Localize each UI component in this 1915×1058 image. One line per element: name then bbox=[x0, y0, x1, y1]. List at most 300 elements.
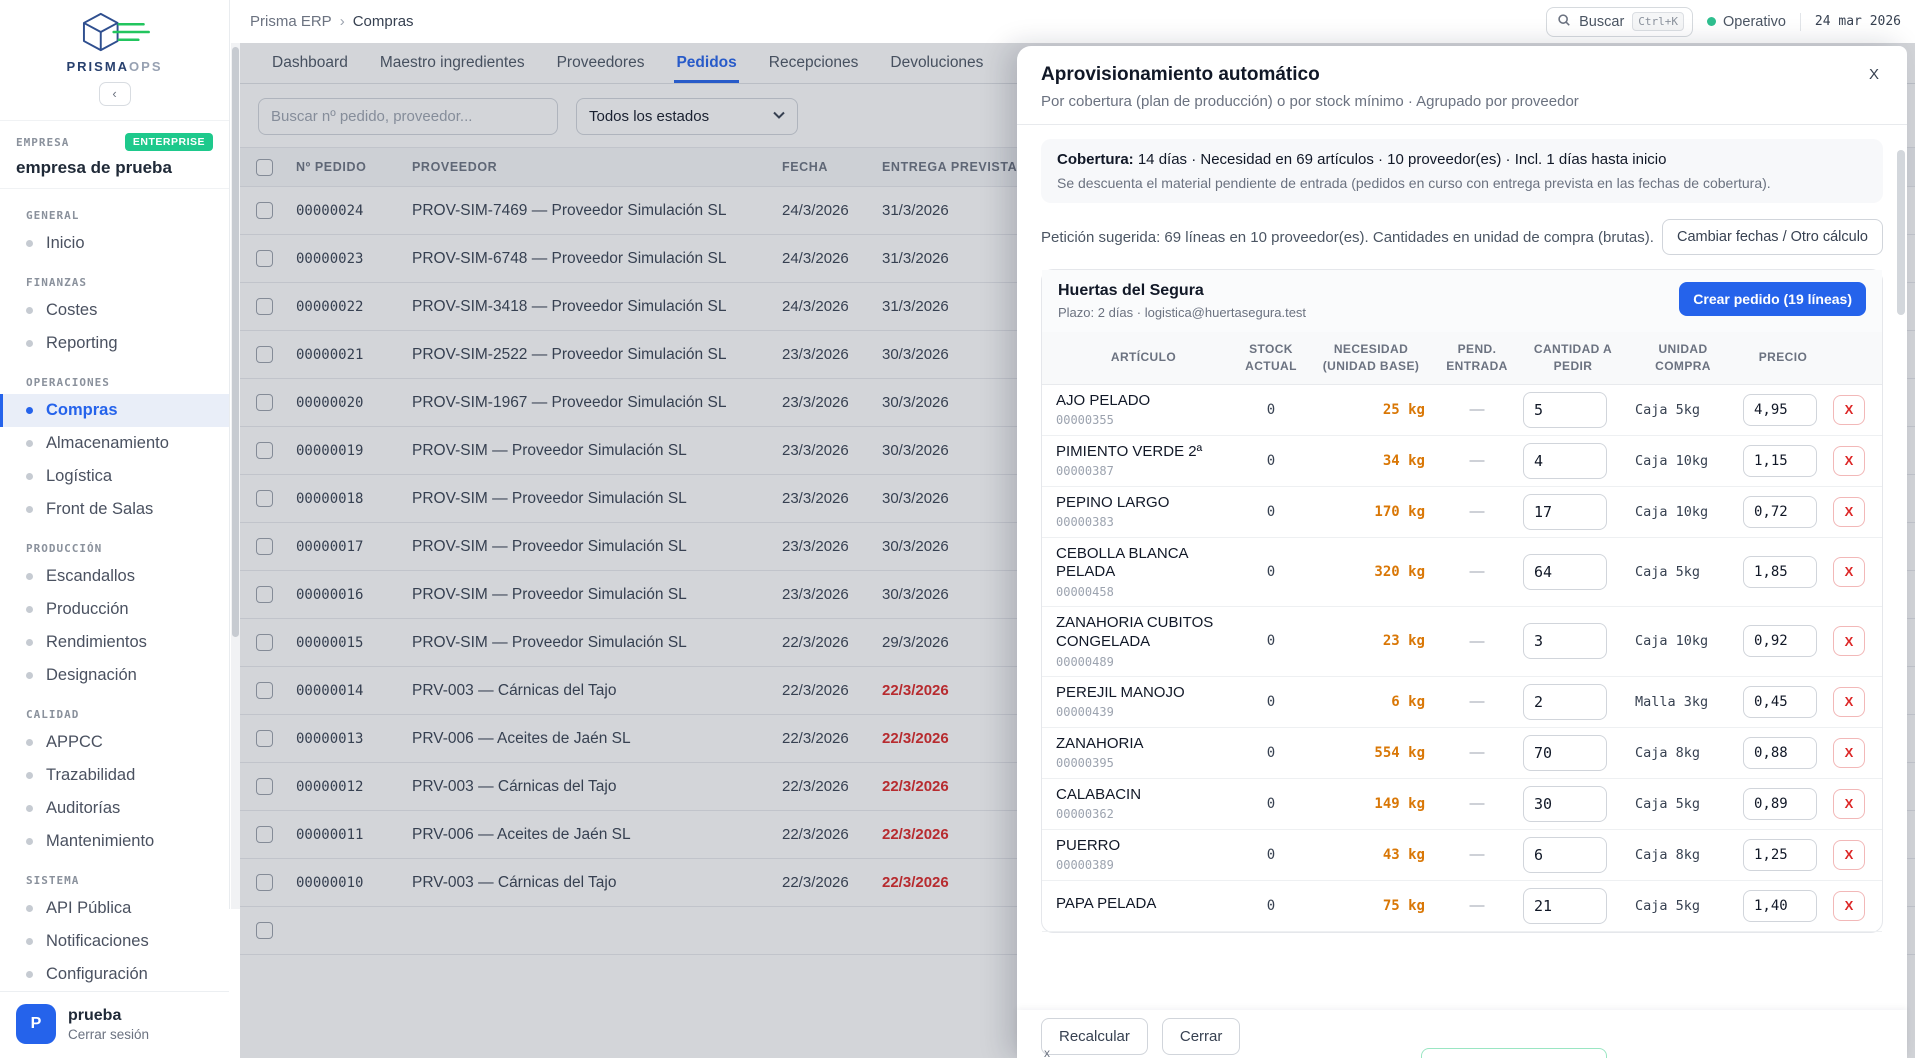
quantity-input[interactable] bbox=[1523, 554, 1607, 590]
order-number: 00000024 bbox=[296, 202, 364, 219]
need-value: 75 kg bbox=[1382, 897, 1425, 914]
sidebar-item-label: Auditorías bbox=[46, 799, 121, 817]
col-need: NECESIDAD (UNIDAD BASE) bbox=[1322, 342, 1420, 373]
order-provider: PROV-SIM-6748 — Proveedor Simulación SL bbox=[412, 249, 727, 267]
order-date: 24/3/2026 bbox=[782, 250, 849, 267]
create-order-button[interactable]: Crear pedido (19 líneas) bbox=[1679, 282, 1866, 316]
article-code: 00000383 bbox=[1056, 515, 1114, 530]
bullet-icon bbox=[26, 905, 33, 912]
sidebar-item[interactable] bbox=[0, 825, 229, 858]
order-number: 00000018 bbox=[296, 490, 364, 507]
search-icon bbox=[1557, 13, 1571, 31]
article-code: 00000458 bbox=[1056, 585, 1114, 600]
order-delivery-date: 29/3/2026 bbox=[882, 634, 949, 651]
sidebar-item[interactable] bbox=[0, 276, 229, 289]
purchase-unit: Caja 10kg bbox=[1635, 633, 1709, 650]
sidebar-item[interactable] bbox=[0, 626, 229, 659]
close-button[interactable] bbox=[1863, 62, 1885, 87]
quantity-input[interactable] bbox=[1523, 735, 1607, 771]
order-delivery-date: 22/3/2026 bbox=[882, 778, 949, 795]
purchase-unit: Caja 5kg bbox=[1635, 795, 1701, 812]
pending-value: — bbox=[1469, 563, 1485, 581]
sidebar-item[interactable] bbox=[0, 427, 229, 460]
line-row bbox=[1042, 881, 1882, 932]
order-date: 22/3/2026 bbox=[782, 634, 849, 651]
search-shortcut: Ctrl+K bbox=[1632, 12, 1684, 31]
line-row bbox=[1042, 538, 1882, 608]
remove-line-button[interactable] bbox=[1833, 557, 1865, 587]
need-value: 34 kg bbox=[1382, 452, 1425, 469]
suggestion-row bbox=[1041, 219, 1883, 255]
sidebar-item[interactable] bbox=[0, 593, 229, 626]
pending-value: — bbox=[1469, 795, 1485, 813]
sidebar-item-label: Reporting bbox=[46, 334, 118, 352]
order-number: 00000011 bbox=[296, 826, 364, 843]
stock-value: 0 bbox=[1266, 795, 1276, 812]
article-name: PAPA PELADA bbox=[1056, 894, 1157, 912]
pending-value: — bbox=[1469, 452, 1485, 470]
lines-table-body bbox=[1042, 385, 1882, 932]
enterprise-badge: ENTERPRISE bbox=[125, 133, 213, 151]
need-value: 6 kg bbox=[1391, 693, 1425, 710]
tab[interactable]: Devoluciones bbox=[890, 54, 984, 71]
line-row bbox=[1042, 677, 1882, 728]
user-name: prueba bbox=[68, 1006, 122, 1024]
stock-value: 0 bbox=[1266, 744, 1276, 761]
order-number: 00000012 bbox=[296, 778, 364, 795]
line-row bbox=[1042, 607, 1882, 677]
close-panel-button[interactable]: Cerrar bbox=[1162, 1018, 1241, 1055]
pending-value: — bbox=[1469, 401, 1485, 419]
order-delivery-date: 30/3/2026 bbox=[882, 394, 949, 411]
sidebar-item-label: Rendimientos bbox=[46, 633, 147, 651]
purchase-unit: Caja 5kg bbox=[1635, 897, 1701, 914]
article-code: 00000489 bbox=[1056, 654, 1114, 669]
purchase-unit: Caja 5kg bbox=[1635, 563, 1701, 580]
status-filter-value: Todos los estados bbox=[589, 108, 710, 125]
article-name: CALABACIN bbox=[1056, 785, 1142, 803]
remove-line-button[interactable] bbox=[1833, 840, 1865, 870]
quantity-input[interactable] bbox=[1523, 888, 1607, 924]
order-provider: PROV-SIM — Proveedor Simulación SL bbox=[412, 537, 687, 555]
order-provider: PRV-006 — Aceites de Jaén SL bbox=[412, 825, 631, 843]
sidebar-item[interactable] bbox=[0, 542, 229, 555]
sidebar-item-label: Compras bbox=[46, 401, 118, 419]
sidebar-item[interactable] bbox=[0, 394, 229, 427]
sidebar-item-label: APPCC bbox=[46, 733, 103, 751]
recalculate-button[interactable]: Recalcular bbox=[1041, 1018, 1148, 1055]
order-delivery-date: 31/3/2026 bbox=[882, 202, 949, 219]
order-delivery-date: 22/3/2026 bbox=[882, 826, 949, 843]
sidebar-item[interactable] bbox=[0, 560, 229, 593]
col-provider: PROVEEDOR bbox=[412, 160, 498, 174]
quantity-input[interactable] bbox=[1523, 684, 1607, 720]
stock-value: 0 bbox=[1266, 401, 1276, 418]
article-name: ZANAHORIA bbox=[1056, 734, 1144, 752]
pending-value: — bbox=[1469, 897, 1485, 915]
divider bbox=[1800, 13, 1801, 31]
price-input[interactable] bbox=[1743, 686, 1817, 718]
sidebar-item[interactable] bbox=[0, 726, 229, 759]
sidebar-scrollbar[interactable] bbox=[231, 43, 240, 909]
order-delivery-date: 30/3/2026 bbox=[882, 490, 949, 507]
logo-text bbox=[0, 59, 229, 74]
order-number: 00000016 bbox=[296, 586, 364, 603]
sidebar-item-label: Mantenimiento bbox=[46, 832, 155, 850]
order-delivery-date: 22/3/2026 bbox=[882, 730, 949, 747]
sidebar-item[interactable] bbox=[0, 659, 229, 692]
provider-meta: Plazo: 2 días · logistica@huertasegura.test bbox=[1058, 305, 1307, 320]
sidebar-item-label: Notificaciones bbox=[46, 932, 149, 950]
sidebar-nav bbox=[0, 189, 229, 991]
sidebar-item[interactable] bbox=[0, 958, 229, 991]
quantity-input[interactable] bbox=[1523, 837, 1607, 873]
sidebar-item-label: API Pública bbox=[46, 899, 132, 917]
order-provider: PROV-SIM-7469 — Proveedor Simulación SL bbox=[412, 201, 727, 219]
remove-line-button[interactable] bbox=[1833, 789, 1865, 819]
remove-icon: X bbox=[1844, 633, 1854, 649]
user-box bbox=[0, 991, 229, 1056]
sidebar-item[interactable] bbox=[0, 376, 229, 389]
order-number: 00000015 bbox=[296, 634, 364, 651]
toast-sliver bbox=[1421, 1048, 1607, 1058]
coverage-label: Cobertura: bbox=[1057, 151, 1134, 168]
bullet-icon bbox=[26, 639, 33, 646]
provider-name: Huertas del Segura bbox=[1058, 282, 1204, 299]
article-code: 00000387 bbox=[1056, 464, 1114, 479]
sidebar-item[interactable] bbox=[0, 209, 229, 222]
sidebar-item-label: Producción bbox=[46, 600, 129, 618]
sidebar-item-label: Designación bbox=[46, 666, 137, 684]
need-value: 320 kg bbox=[1374, 563, 1425, 580]
line-row bbox=[1042, 436, 1882, 487]
close-icon: X bbox=[1868, 66, 1879, 83]
bullet-icon bbox=[26, 573, 33, 580]
order-provider: PRV-003 — Cárnicas del Tajo bbox=[412, 777, 617, 795]
order-provider: PRV-003 — Cárnicas del Tajo bbox=[412, 681, 617, 699]
order-date: 23/3/2026 bbox=[782, 586, 849, 603]
remove-icon: X bbox=[1844, 898, 1854, 914]
sidebar-item-label: Front de Salas bbox=[46, 500, 154, 518]
article-name: PIMIENTO VERDE 2ª bbox=[1056, 442, 1203, 460]
sidebar-item-label: SISTEMA bbox=[26, 874, 80, 887]
sidebar-item-label: OPERACIONES bbox=[26, 376, 110, 389]
order-date: 22/3/2026 bbox=[782, 874, 849, 891]
order-number: 00000023 bbox=[296, 250, 364, 267]
col-unit: UNIDAD COMPRA bbox=[1655, 342, 1711, 373]
stock-value: 0 bbox=[1266, 897, 1276, 914]
remove-icon: X bbox=[1844, 796, 1854, 812]
sidebar-item[interactable] bbox=[0, 327, 229, 360]
bullet-icon bbox=[26, 606, 33, 613]
article-code: 00000439 bbox=[1056, 705, 1114, 720]
lines-table-header bbox=[1042, 332, 1882, 385]
col-price: PRECIO bbox=[1758, 350, 1808, 365]
pending-value: — bbox=[1469, 693, 1485, 711]
system-status bbox=[1707, 14, 1786, 30]
line-row bbox=[1042, 385, 1882, 436]
stock-value: 0 bbox=[1266, 452, 1276, 469]
price-input[interactable] bbox=[1743, 890, 1817, 922]
order-delivery-date: 22/3/2026 bbox=[882, 682, 949, 699]
order-number: 00000010 bbox=[296, 874, 364, 891]
logo-secondary: OPS bbox=[129, 59, 163, 74]
coverage-summary-box bbox=[1041, 139, 1883, 203]
breadcrumb-root[interactable]: Prisma ERP bbox=[250, 13, 332, 30]
panel-header bbox=[1017, 46, 1907, 125]
col-delivery: ENTREGA PREVISTA bbox=[882, 160, 1018, 174]
col-pending: PEND. ENTRADA bbox=[1446, 342, 1508, 373]
order-number: 00000014 bbox=[296, 682, 364, 699]
order-delivery-date: 30/3/2026 bbox=[882, 442, 949, 459]
bullet-icon bbox=[26, 739, 33, 746]
sidebar-item[interactable] bbox=[0, 874, 229, 887]
remove-icon: X bbox=[1844, 694, 1854, 710]
price-input[interactable] bbox=[1743, 625, 1817, 657]
stray-x-glyph: x bbox=[1044, 1046, 1050, 1058]
article-name: AJO PELADO bbox=[1056, 391, 1151, 409]
order-date: 23/3/2026 bbox=[782, 538, 849, 555]
need-value: 25 kg bbox=[1382, 401, 1425, 418]
sidebar-item[interactable] bbox=[0, 460, 229, 493]
bullet-icon bbox=[26, 440, 33, 447]
remove-icon: X bbox=[1844, 745, 1854, 761]
sidebar-item[interactable] bbox=[0, 925, 229, 958]
bullet-icon bbox=[26, 805, 33, 812]
panel-title: Aprovisionamiento automático bbox=[1041, 64, 1320, 85]
col-date: FECHA bbox=[782, 160, 829, 174]
bullet-icon bbox=[26, 938, 33, 945]
bullet-icon bbox=[26, 473, 33, 480]
article-name: PEREJIL MANOJO bbox=[1056, 683, 1185, 701]
order-date: 24/3/2026 bbox=[782, 298, 849, 315]
coverage-note: Se descuenta el material pendiente de entrada (pedidos en curso con entrega prevista en las fechas de cobertura). bbox=[1057, 175, 1771, 191]
order-number: 00000020 bbox=[296, 394, 364, 411]
topbar bbox=[240, 0, 1915, 43]
order-date: 23/3/2026 bbox=[782, 442, 849, 459]
remove-icon: X bbox=[1844, 564, 1854, 580]
bullet-icon bbox=[26, 971, 33, 978]
panel-subtitle: Por cobertura (plan de producción) o por stock mínimo · Agrupado por proveedor bbox=[1041, 93, 1579, 110]
quantity-input[interactable] bbox=[1523, 786, 1607, 822]
article-name: PUERRO bbox=[1056, 836, 1121, 854]
col-article: ARTÍCULO bbox=[1110, 350, 1177, 365]
remove-line-button[interactable] bbox=[1833, 626, 1865, 656]
bullet-icon bbox=[26, 506, 33, 513]
need-value: 170 kg bbox=[1374, 503, 1425, 520]
logo-primary: PRISMA bbox=[66, 59, 130, 74]
remove-icon: X bbox=[1844, 504, 1854, 520]
col-qty: CANTIDAD A PEDIR bbox=[1533, 342, 1613, 373]
order-delivery-date: 30/3/2026 bbox=[882, 538, 949, 555]
prisma-logo-icon bbox=[76, 41, 154, 58]
order-provider: PROV-SIM-3418 — Proveedor Simulación SL bbox=[412, 297, 727, 315]
sidebar-item-label: Logística bbox=[46, 467, 113, 485]
order-delivery-date: 31/3/2026 bbox=[882, 250, 949, 267]
logout-link[interactable]: Cerrar sesión bbox=[68, 1026, 150, 1042]
order-provider: PROV-SIM-2522 — Proveedor Simulación SL bbox=[412, 345, 727, 363]
logo bbox=[0, 0, 229, 114]
stock-value: 0 bbox=[1266, 846, 1276, 863]
tab[interactable]: Recepciones bbox=[768, 54, 859, 71]
order-date: 22/3/2026 bbox=[782, 826, 849, 843]
pending-value: — bbox=[1469, 632, 1485, 650]
sidebar-item-label: CALIDAD bbox=[26, 708, 80, 721]
bullet-icon bbox=[26, 672, 33, 679]
stock-value: 0 bbox=[1266, 693, 1276, 710]
company-block bbox=[0, 120, 229, 189]
order-date: 23/3/2026 bbox=[782, 346, 849, 363]
remove-icon: X bbox=[1844, 847, 1854, 863]
suggestion-text: Petición sugerida: 69 líneas en 10 proveedor(es). Cantidades en unidad de compra (brutas). bbox=[1041, 228, 1654, 246]
sidebar-item-label: Configuración bbox=[46, 965, 148, 983]
sidebar-item[interactable] bbox=[0, 892, 229, 925]
sidebar-item[interactable] bbox=[0, 792, 229, 825]
order-date: 22/3/2026 bbox=[782, 682, 849, 699]
line-row bbox=[1042, 830, 1882, 881]
quantity-input[interactable] bbox=[1523, 392, 1607, 428]
stock-value: 0 bbox=[1266, 503, 1276, 520]
order-delivery-date: 30/3/2026 bbox=[882, 346, 949, 363]
order-provider: PRV-003 — Cárnicas del Tajo bbox=[412, 873, 617, 891]
order-date: 23/3/2026 bbox=[782, 490, 849, 507]
bullet-icon bbox=[26, 772, 33, 779]
remove-line-button[interactable] bbox=[1833, 395, 1865, 425]
sidebar-item-label: Escandallos bbox=[46, 567, 135, 585]
order-number: 00000021 bbox=[296, 346, 364, 363]
sidebar-scrollbar-thumb[interactable] bbox=[232, 47, 239, 637]
article-code: 00000395 bbox=[1056, 756, 1114, 771]
quantity-input[interactable] bbox=[1523, 623, 1607, 659]
sidebar bbox=[0, 0, 230, 1042]
order-date: 22/3/2026 bbox=[782, 778, 849, 795]
order-provider: PRV-006 — Aceites de Jaén SL bbox=[412, 729, 631, 747]
article-code: 00000362 bbox=[1056, 807, 1114, 822]
purchase-unit: Malla 3kg bbox=[1635, 693, 1709, 710]
status-label: Operativo bbox=[1723, 13, 1786, 30]
line-row bbox=[1042, 728, 1882, 779]
status-dot-icon bbox=[1707, 17, 1716, 26]
order-provider: PROV-SIM — Proveedor Simulación SL bbox=[412, 441, 687, 459]
sidebar-item-label: GENERAL bbox=[26, 209, 80, 222]
stock-value: 0 bbox=[1266, 633, 1276, 650]
company-name: empresa de prueba bbox=[16, 158, 172, 177]
pending-value: — bbox=[1469, 846, 1485, 864]
order-provider: PROV-SIM — Proveedor Simulación SL bbox=[412, 489, 687, 507]
chevron-left-icon: ‹ bbox=[112, 86, 117, 101]
breadcrumb bbox=[240, 13, 414, 30]
sidebar-item-label: Costes bbox=[46, 301, 98, 319]
need-value: 23 kg bbox=[1382, 633, 1425, 650]
price-input[interactable] bbox=[1743, 394, 1817, 426]
purchase-unit: Caja 5kg bbox=[1635, 401, 1701, 418]
article-name: ZANAHORIA CUBITOS CONGELADA bbox=[1056, 614, 1214, 650]
bullet-icon bbox=[26, 240, 33, 247]
stock-value: 0 bbox=[1266, 563, 1276, 580]
remove-line-button[interactable] bbox=[1833, 891, 1865, 921]
sidebar-item[interactable] bbox=[0, 708, 229, 721]
price-input[interactable] bbox=[1743, 788, 1817, 820]
sidebar-item-label: Trazabilidad bbox=[46, 766, 136, 784]
search-label: Buscar bbox=[1579, 13, 1625, 30]
order-date: 23/3/2026 bbox=[782, 394, 849, 411]
tab[interactable]: Proveedores bbox=[556, 54, 645, 71]
price-input[interactable] bbox=[1743, 445, 1817, 477]
sidebar-item-label: FINANZAS bbox=[26, 276, 87, 289]
quantity-input[interactable] bbox=[1523, 494, 1607, 530]
sidebar-collapse-button[interactable] bbox=[99, 82, 131, 106]
order-provider: PROV-SIM-1967 — Proveedor Simulación SL bbox=[412, 393, 727, 411]
purchase-unit: Caja 10kg bbox=[1635, 452, 1709, 469]
price-input[interactable] bbox=[1743, 737, 1817, 769]
change-dates-button[interactable]: Cambiar fechas / Otro cálculo bbox=[1662, 219, 1883, 255]
order-delivery-date: 31/3/2026 bbox=[882, 298, 949, 315]
price-input[interactable] bbox=[1743, 839, 1817, 871]
panel-body bbox=[1017, 125, 1907, 933]
need-value: 554 kg bbox=[1374, 744, 1425, 761]
global-search-button[interactable] bbox=[1546, 7, 1693, 37]
sidebar-item[interactable] bbox=[0, 294, 229, 327]
price-input[interactable] bbox=[1743, 556, 1817, 588]
article-code: 00000389 bbox=[1056, 858, 1114, 873]
purchase-unit: Caja 8kg bbox=[1635, 846, 1701, 863]
bullet-icon bbox=[26, 307, 33, 314]
remove-line-button[interactable] bbox=[1833, 446, 1865, 476]
company-label: EMPRESA bbox=[16, 135, 70, 149]
sidebar-item[interactable] bbox=[0, 227, 229, 260]
order-provider: PROV-SIM — Proveedor Simulación SL bbox=[412, 585, 687, 603]
remove-icon: X bbox=[1844, 402, 1854, 418]
sidebar-item-label: Inicio bbox=[46, 234, 85, 252]
article-name: CEBOLLA BLANCA PELADA bbox=[1056, 544, 1188, 581]
auto-provisioning-panel bbox=[1017, 46, 1907, 1058]
order-number: 00000019 bbox=[296, 442, 364, 459]
breadcrumb-separator-icon: › bbox=[339, 13, 345, 30]
need-value: 43 kg bbox=[1382, 846, 1425, 863]
remove-line-button[interactable] bbox=[1833, 687, 1865, 717]
line-row bbox=[1042, 779, 1882, 830]
col-num: Nº PEDIDO bbox=[296, 160, 367, 174]
tab[interactable]: Pedidos bbox=[674, 44, 738, 83]
quantity-input[interactable] bbox=[1523, 443, 1607, 479]
order-delivery-date: 30/3/2026 bbox=[882, 586, 949, 603]
pending-value: — bbox=[1469, 744, 1485, 762]
sidebar-item[interactable] bbox=[0, 493, 229, 526]
coverage-text: 14 días · Necesidad en 69 artículos · 10 proveedor(es) · Incl. 1 días hasta inicio bbox=[1137, 151, 1667, 168]
tab[interactable]: Dashboard bbox=[272, 54, 348, 71]
provider-card bbox=[1041, 269, 1883, 933]
order-number: 00000022 bbox=[296, 298, 364, 315]
article-code: 00000355 bbox=[1056, 413, 1114, 428]
order-delivery-date: 22/3/2026 bbox=[882, 874, 949, 891]
col-stock: STOCK ACTUAL bbox=[1245, 342, 1297, 373]
remove-line-button[interactable] bbox=[1833, 497, 1865, 527]
order-date: 24/3/2026 bbox=[782, 202, 849, 219]
tab[interactable]: Maestro ingredientes bbox=[379, 54, 525, 71]
article-name: PEPINO LARGO bbox=[1056, 493, 1170, 511]
provider-card-header bbox=[1042, 270, 1882, 332]
sidebar-item[interactable] bbox=[0, 759, 229, 792]
purchase-unit: Caja 10kg bbox=[1635, 503, 1709, 520]
panel-scrollbar-thumb[interactable] bbox=[1897, 150, 1905, 315]
price-input[interactable] bbox=[1743, 496, 1817, 528]
need-value: 149 kg bbox=[1374, 795, 1425, 812]
order-number: 00000013 bbox=[296, 730, 364, 747]
bullet-icon bbox=[26, 340, 33, 347]
remove-line-button[interactable] bbox=[1833, 738, 1865, 768]
bullet-icon bbox=[26, 407, 33, 414]
line-row bbox=[1042, 487, 1882, 538]
